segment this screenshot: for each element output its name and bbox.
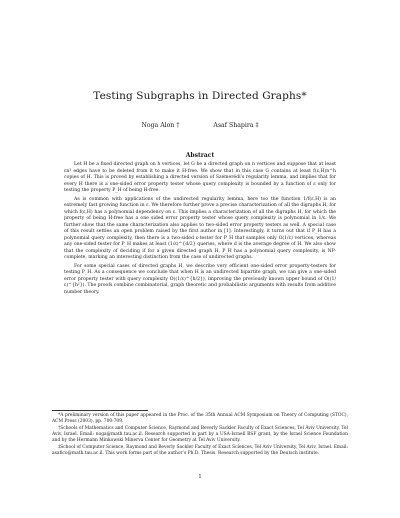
footnote: ‡School of Computer Science, Raymond and Beverly Sackler Faculty of Exact Sciences, Tel Aviv University, Tel Aviv, Israel. Email: asafico@math.tau.ac.il. This work forms part of the author’s Ph.D. Thesis. Research supported by the Deutsch institute.: [52, 445, 348, 456]
abstract-paragraph: For some special cases of directed graphs H, we describe very efficient one-sided error property-testers for testing P_H. As a consequence we conclude that when H is an undirected bipartite graph, we can give a one-sided error property tester with query complexity O((1/ε)^{h/2}), improving the previously known upper bound of O((1/ε)^{h²}). The proofs combine combinatorial, graph theoretic and probabilistic arguments with results from additive number theory.: [64, 263, 336, 295]
abstract-heading: Abstract: [185, 152, 215, 159]
page-number: 1: [198, 474, 202, 480]
footnote: *A preliminary version of this paper appeared in the Proc. of the 35th Annual ACM Symposium on Theory of Computing (STOC), ACM Press (2003), pp. 700-709.: [52, 413, 348, 424]
abstract-paragraph: Let H be a fixed directed graph on h vertices, let G be a directed graph on n vertices and suppose that at least εn² edges have to be deleted from it to make it H-free. We show that in this case G contains at least f(ε,H)n^h copies of H. This is proved by establishing a directed version of Szemerédi’s regularity lemma, and implies that for every H there is a one-sided error property tester whose query complexity is bounded by a function of ε only for testing the property P_H of being H-free.: [64, 162, 336, 193]
abstract-paragraph: As is common with applications of the undirected regularity lemma, here too the function 1/f(ε,H) is an extremely fast growing function in ε. We therefore further prove a precise characterization of all the digraphs H, for which f(ε,H) has a polynomial dependency on ε. This implies a characterization of all the digraphs H, for which the property of being H-free has a one sided error property tester whose query complexity is polynomial in 1/ε. We further show that the same characterization also applies to two-sided error property testers as well. A special case of this result settles an open problem raised by the first author in [1]. Interestingly, it turns out that if P_H has a polynomial query complexity, then there is a two-sided ε-tester for P_H that samples only O(1/ε) vertices, whereas any one-sided tester for P_H makes at least (1/ε)^{d/2} queries, where d is the average degree of H. We also show that the complexity of deciding if for a given directed graph H, P_H has a polynomial query complexity, is NP-complete, marking an interesting distinction from the case of undirected graphs.: [64, 196, 336, 260]
footnotes: [52, 413, 348, 458]
abstract-body: [64, 162, 336, 298]
paper-title: Testing Subgraphs in Directed Graphs*: [93, 90, 307, 102]
footnote-rule: [52, 410, 148, 411]
author-name: Asaf Shapira ‡: [213, 122, 259, 129]
author-list: [0, 122, 400, 129]
author-name: Noga Alon †: [141, 122, 180, 129]
footnote: †Schools of Mathematics and Computer Science, Raymond and Beverly Sackler Faculty of Exact Sciences, Tel Aviv University, Tel Aviv, Israel. Email: noga@math.tau.ac.il. Research supported in part by a USA-Israeli BSF grant, by the Israel Science Foundation and by the Hermann Minkowski Minerva Center for Geometry at Tel Aviv University.: [52, 426, 348, 443]
